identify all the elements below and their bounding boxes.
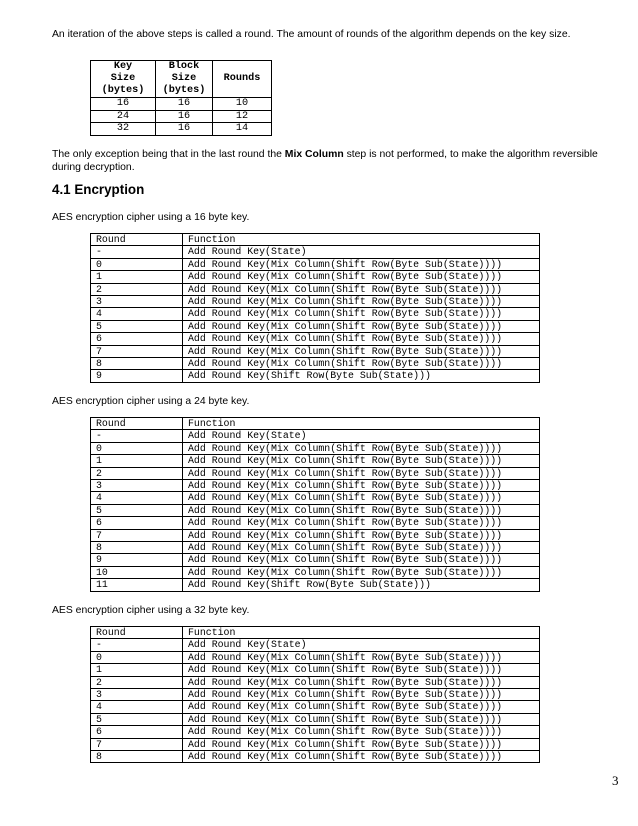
- round-header: Round: [91, 627, 183, 639]
- round-cell: 9: [91, 554, 183, 566]
- function-cell: Add Round Key(Mix Column(Shift Row(Byte Sub(State)))): [183, 726, 540, 738]
- function-cell: Add Round Key(Mix Column(Shift Row(Byte Sub(State)))): [183, 689, 540, 701]
- round-cell: 3: [91, 296, 183, 308]
- function-cell: Add Round Key(Mix Column(Shift Row(Byte Sub(State)))): [183, 480, 540, 492]
- round-cell: 10: [91, 566, 183, 578]
- round-table-32: [90, 626, 540, 763]
- round-cell: 6: [91, 333, 183, 345]
- round-cell: 5: [91, 320, 183, 332]
- round-cell: 1: [91, 271, 183, 283]
- function-cell: Add Round Key(Mix Column(Shift Row(Byte Sub(State)))): [183, 455, 540, 467]
- round-cell: -: [91, 430, 183, 442]
- round-cell: 4: [91, 492, 183, 504]
- section-heading: 4.1 Encryption: [52, 182, 145, 197]
- key-size-header: Key Size (bytes): [91, 61, 156, 98]
- function-cell: Add Round Key(Mix Column(Shift Row(Byte Sub(State)))): [183, 738, 540, 750]
- block-size-header: Block Size (bytes): [156, 61, 213, 98]
- key-size-cell: 16: [91, 98, 156, 111]
- table-row: [91, 651, 540, 663]
- round-cell: 5: [91, 713, 183, 725]
- table-row: [91, 492, 540, 504]
- table-row: [91, 529, 540, 541]
- function-cell: Add Round Key(State): [183, 430, 540, 442]
- exception-paragraph: The only exception being that in the last round the Mix Column step is not performed, to make the algorithm reversible during decryption.: [52, 149, 598, 173]
- function-cell: Add Round Key(Mix Column(Shift Row(Byte Sub(State)))): [183, 442, 540, 454]
- function-cell: Add Round Key(State): [183, 246, 540, 258]
- round-cell: 5: [91, 504, 183, 516]
- table-row: [91, 689, 540, 701]
- round-cell: 0: [91, 651, 183, 663]
- round-cell: 8: [91, 542, 183, 554]
- function-cell: Add Round Key(Mix Column(Shift Row(Byte Sub(State)))): [183, 271, 540, 283]
- function-cell: Add Round Key(Mix Column(Shift Row(Byte Sub(State)))): [183, 651, 540, 663]
- table-row: [91, 713, 540, 725]
- round-cell: 2: [91, 283, 183, 295]
- table-row: [91, 333, 540, 345]
- table-row: [91, 320, 540, 332]
- round-cell: -: [91, 246, 183, 258]
- function-cell: Add Round Key(Mix Column(Shift Row(Byte Sub(State)))): [183, 751, 540, 763]
- function-cell: Add Round Key(Mix Column(Shift Row(Byte Sub(State)))): [183, 283, 540, 295]
- function-cell: Add Round Key(Mix Column(Shift Row(Byte Sub(State)))): [183, 296, 540, 308]
- round-header: Round: [91, 418, 183, 430]
- block-size-cell: 16: [156, 98, 213, 111]
- function-cell: Add Round Key(Mix Column(Shift Row(Byte Sub(State)))): [183, 492, 540, 504]
- table-row: [91, 358, 540, 370]
- table-row: [91, 751, 540, 763]
- function-cell: Add Round Key(Mix Column(Shift Row(Byte Sub(State)))): [183, 258, 540, 270]
- mix-column-term: Mix Column: [284, 149, 344, 160]
- table-header-row: [91, 627, 540, 639]
- function-cell: Add Round Key(Mix Column(Shift Row(Byte Sub(State)))): [183, 504, 540, 516]
- table-row: [91, 430, 540, 442]
- table-row: [91, 467, 540, 479]
- function-cell: Add Round Key(Mix Column(Shift Row(Byte Sub(State)))): [183, 542, 540, 554]
- key-table-header-row: [91, 61, 272, 98]
- function-cell: Add Round Key(Mix Column(Shift Row(Byte Sub(State)))): [183, 467, 540, 479]
- table-row: [91, 370, 540, 382]
- function-header: Function: [183, 418, 540, 430]
- round-cell: 2: [91, 467, 183, 479]
- function-cell: Add Round Key(Mix Column(Shift Row(Byte Sub(State)))): [183, 713, 540, 725]
- round-cell: 3: [91, 689, 183, 701]
- table-row: [91, 98, 272, 111]
- function-cell: Add Round Key(Mix Column(Shift Row(Byte Sub(State)))): [183, 333, 540, 345]
- function-cell: Add Round Key(State): [183, 639, 540, 651]
- key-size-cell: 24: [91, 110, 156, 123]
- table-row: [91, 123, 272, 136]
- table-header-row: [91, 234, 540, 246]
- table-row: [91, 738, 540, 750]
- function-header: Function: [183, 234, 540, 246]
- page-number: 3: [612, 773, 619, 788]
- block-size-cell: 16: [156, 110, 213, 123]
- table-row: [91, 308, 540, 320]
- round-cell: 0: [91, 442, 183, 454]
- table-row: [91, 701, 540, 713]
- table-row: [91, 258, 540, 270]
- round-cell: 7: [91, 345, 183, 357]
- round-cell: 4: [91, 308, 183, 320]
- round-cell: 9: [91, 370, 183, 382]
- table-row: [91, 664, 540, 676]
- round-cell: 2: [91, 676, 183, 688]
- table-row: [91, 554, 540, 566]
- table-row: [91, 639, 540, 651]
- intro-paragraph: An iteration of the above steps is called a round. The amount of rounds of the algorithm depends on the key size.: [52, 29, 571, 40]
- function-cell: Add Round Key(Mix Column(Shift Row(Byte Sub(State)))): [183, 701, 540, 713]
- table-row: [91, 110, 272, 123]
- function-cell: Add Round Key(Mix Column(Shift Row(Byte Sub(State)))): [183, 320, 540, 332]
- table-caption-32: AES encryption cipher using a 32 byte key.: [52, 605, 250, 616]
- round-cell: 8: [91, 751, 183, 763]
- function-cell: Add Round Key(Mix Column(Shift Row(Byte Sub(State)))): [183, 676, 540, 688]
- round-cell: 3: [91, 480, 183, 492]
- round-cell: 6: [91, 726, 183, 738]
- table-row: [91, 345, 540, 357]
- table-row: [91, 283, 540, 295]
- round-cell: 1: [91, 455, 183, 467]
- function-cell: Add Round Key(Mix Column(Shift Row(Byte Sub(State)))): [183, 664, 540, 676]
- round-cell: 0: [91, 258, 183, 270]
- function-cell: Add Round Key(Mix Column(Shift Row(Byte Sub(State)))): [183, 554, 540, 566]
- table-row: [91, 517, 540, 529]
- round-table-24: [90, 417, 540, 592]
- function-cell: Add Round Key(Mix Column(Shift Row(Byte Sub(State)))): [183, 529, 540, 541]
- round-cell: -: [91, 639, 183, 651]
- key-size-table: [90, 60, 272, 136]
- rounds-cell: 10: [213, 98, 272, 111]
- table-row: [91, 455, 540, 467]
- table-row: [91, 676, 540, 688]
- function-cell: Add Round Key(Shift Row(Byte Sub(State))): [183, 370, 540, 382]
- table-row: [91, 566, 540, 578]
- function-cell: Add Round Key(Mix Column(Shift Row(Byte Sub(State)))): [183, 308, 540, 320]
- table-row: [91, 271, 540, 283]
- table-row: [91, 542, 540, 554]
- function-cell: Add Round Key(Mix Column(Shift Row(Byte Sub(State)))): [183, 345, 540, 357]
- round-cell: 8: [91, 358, 183, 370]
- function-cell: Add Round Key(Mix Column(Shift Row(Byte Sub(State)))): [183, 358, 540, 370]
- rounds-cell: 14: [213, 123, 272, 136]
- function-header: Function: [183, 627, 540, 639]
- table-row: [91, 246, 540, 258]
- table-row: [91, 296, 540, 308]
- table-row: [91, 442, 540, 454]
- rounds-cell: 12: [213, 110, 272, 123]
- table-caption-24: AES encryption cipher using a 24 byte key.: [52, 396, 250, 407]
- table-row: [91, 504, 540, 516]
- round-cell: 6: [91, 517, 183, 529]
- round-table-16: [90, 233, 540, 383]
- table-row: [91, 579, 540, 591]
- round-cell: 7: [91, 529, 183, 541]
- table-caption-16: AES encryption cipher using a 16 byte key.: [52, 212, 250, 223]
- round-cell: 7: [91, 738, 183, 750]
- block-size-cell: 16: [156, 123, 213, 136]
- table-row: [91, 726, 540, 738]
- function-cell: Add Round Key(Mix Column(Shift Row(Byte Sub(State)))): [183, 566, 540, 578]
- function-cell: Add Round Key(Shift Row(Byte Sub(State))): [183, 579, 540, 591]
- round-cell: 4: [91, 701, 183, 713]
- round-cell: 1: [91, 664, 183, 676]
- rounds-header: Rounds: [213, 61, 272, 98]
- key-size-cell: 32: [91, 123, 156, 136]
- round-cell: 11: [91, 579, 183, 591]
- round-header: Round: [91, 234, 183, 246]
- function-cell: Add Round Key(Mix Column(Shift Row(Byte Sub(State)))): [183, 517, 540, 529]
- table-header-row: [91, 418, 540, 430]
- table-row: [91, 480, 540, 492]
